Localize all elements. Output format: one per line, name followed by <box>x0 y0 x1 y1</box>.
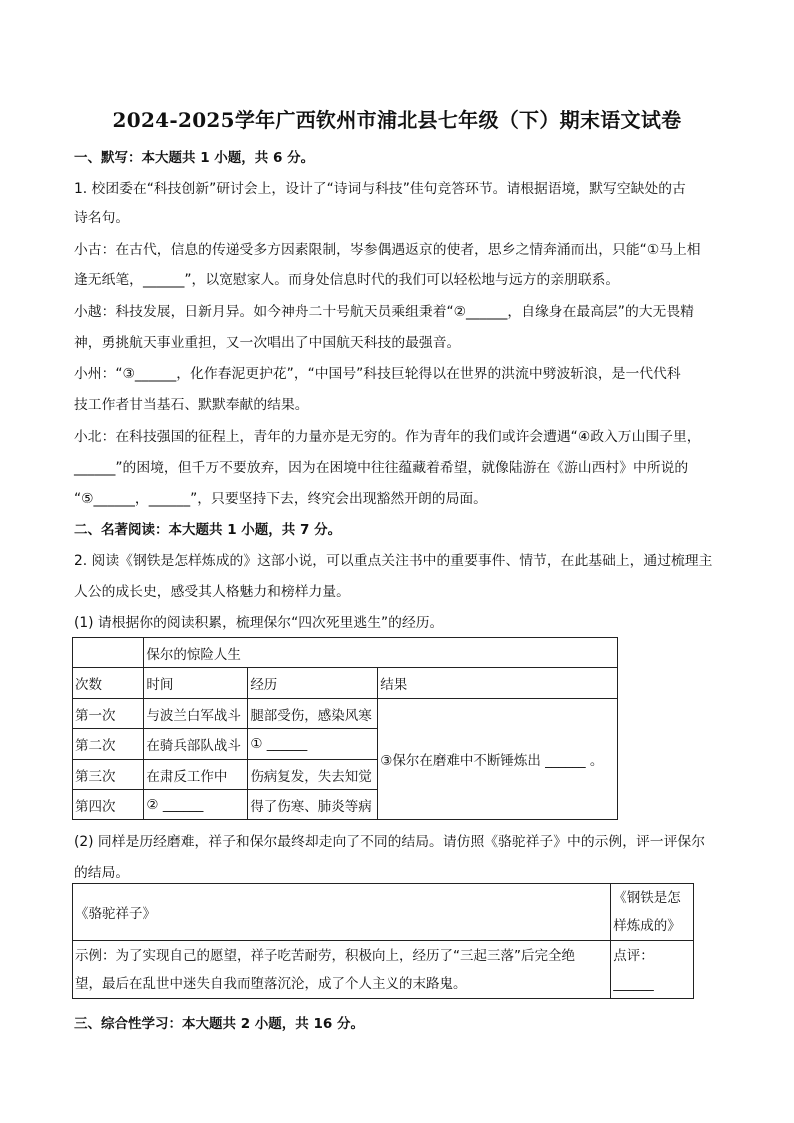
section-heading-2: 二、名著阅读：本大题共 1 小题，共 7 分。 <box>74 522 342 538</box>
table2-example-cell <box>73 941 611 999</box>
paul-experience-table <box>72 637 618 820</box>
table1-cell: 伤病复发，失去知觉 <box>248 760 378 790</box>
table1-corner-cell <box>73 638 144 668</box>
q2-sub2-line: 的结局。 <box>74 865 130 881</box>
table1-col-header: 时间 <box>144 668 248 699</box>
comment-label: 点评： <box>613 947 654 964</box>
q2-sub1: (1) 请根据你的阅读积累，梳理保尔“四次死里逃生”的经历。 <box>74 615 444 631</box>
table1-cell: 在骑兵部队战斗 <box>144 729 248 760</box>
q1-line: “⑤______，______”，只要坚持下去，终究会出现豁然开朗的局面。 <box>74 491 487 507</box>
q1-line: 小州：“③______，化作春泥更护花”，“中国号”科技巨轮得以在世界的洪流中劈波斩浪，是一代代科 <box>74 366 681 382</box>
q1-line: 逢无纸笔，______”，以宽慰家人。而身处信息时代的我们可以轻松地与远方的亲朋联系。 <box>74 272 620 288</box>
table1-result-cell: ③保尔在磨难中不断锤炼出 ______ 。 <box>378 699 618 820</box>
q1-line: 技工作者甘当基石、默默奉献的结果。 <box>74 397 309 413</box>
q1-line: 1. 校团委在“科技创新”研讨会上，设计了“诗词与科技”佳句竞答环节。请根据语境，默写空缺处的古 <box>74 181 686 197</box>
q1-line: ______”的困境，但千万不要放弃，因为在困境中往往蕴藏着希望，就像陆游在《游山西村》中所说的 <box>74 460 689 476</box>
table1-col-header: 次数 <box>73 668 144 699</box>
q1-line: 小古：在古代，信息的传递受多方因素限制，岑参偶遇返京的使者，思乡之情奔涌而出，只能“①马上相 <box>74 242 701 258</box>
table2-comment-cell <box>611 941 694 999</box>
q2-line: 人公的成长史，感受其人格魅力和榜样力量。 <box>74 584 350 600</box>
table2-header-steel-line: 样炼成的》 <box>613 918 681 934</box>
q1-line: 诗名句。 <box>74 210 130 226</box>
table1-cell: 腿部受伤，感染风寒 <box>248 699 378 729</box>
table2-example-line: 望，最后在乱世中迷失自我而堕落沉沦，成了个人主义的末路鬼。 <box>75 975 467 992</box>
q2-line: 2. 阅读《钢铁是怎样炼成的》这部小说，可以重点关注书中的重要事件、情节，在此基础上，通过梳理主 <box>74 553 713 569</box>
table1-cell: ② ______ <box>144 790 248 820</box>
section-heading-1: 一、默写：本大题共 1 小题，共 6 分。 <box>74 150 315 166</box>
page-title: 2024-2025学年广西钦州市浦北县七年级（下）期末语文试卷 <box>112 108 682 132</box>
table1-cell: 在肃反工作中 <box>144 760 248 790</box>
q1-line: 小北：在科技强国的征程上，青年的力量亦是无穷的。作为青年的我们或许会遭遇“④政入万山围子里， <box>74 429 701 445</box>
table1-cell: 第四次 <box>73 790 144 820</box>
table1-cell: 第三次 <box>73 760 144 790</box>
xiangzi-comparison-table <box>72 883 694 999</box>
table2-example-line: 示例：为了实现自己的愿望，祥子吃苦耐劳，积极向上，经历了“三起三落”后完全绝 <box>75 947 575 964</box>
table2-header-steel-line: 《钢铁是怎 <box>613 890 681 906</box>
table1-header-top: 保尔的惊险人生 <box>144 638 618 668</box>
table2-header-steel <box>611 884 694 941</box>
q1-line: 小越：科技发展，日新月异。如今神舟二十号航天员乘组秉着“②______，自缘身在最高层”的大无畏精 <box>74 304 694 320</box>
section-heading-3: 三、综合性学习：本大题共 2 小题，共 16 分。 <box>74 1016 364 1032</box>
table1-cell: 第二次 <box>73 729 144 760</box>
comment-blank: ______ <box>613 975 654 992</box>
q1-line: 神，勇挑航天事业重担，又一次唱出了中国航天科技的最强音。 <box>74 335 461 351</box>
table1-cell: ① ______ <box>248 729 378 760</box>
table1-cell: 与波兰白军战斗 <box>144 699 248 729</box>
table2-header-xiangzi: 《骆驼祥子》 <box>73 884 611 941</box>
table1-col-header: 结果 <box>378 668 618 699</box>
q2-sub2-line: (2) 同样是历经磨难，祥子和保尔最终却走向了不同的结局。请仿照《骆驼祥子》中的示例，评一评保尔 <box>74 834 705 850</box>
table1-cell: 第一次 <box>73 699 144 729</box>
table1-col-header: 经历 <box>248 668 378 699</box>
table1-cell: 得了伤寒、肺炎等病 <box>248 790 378 820</box>
